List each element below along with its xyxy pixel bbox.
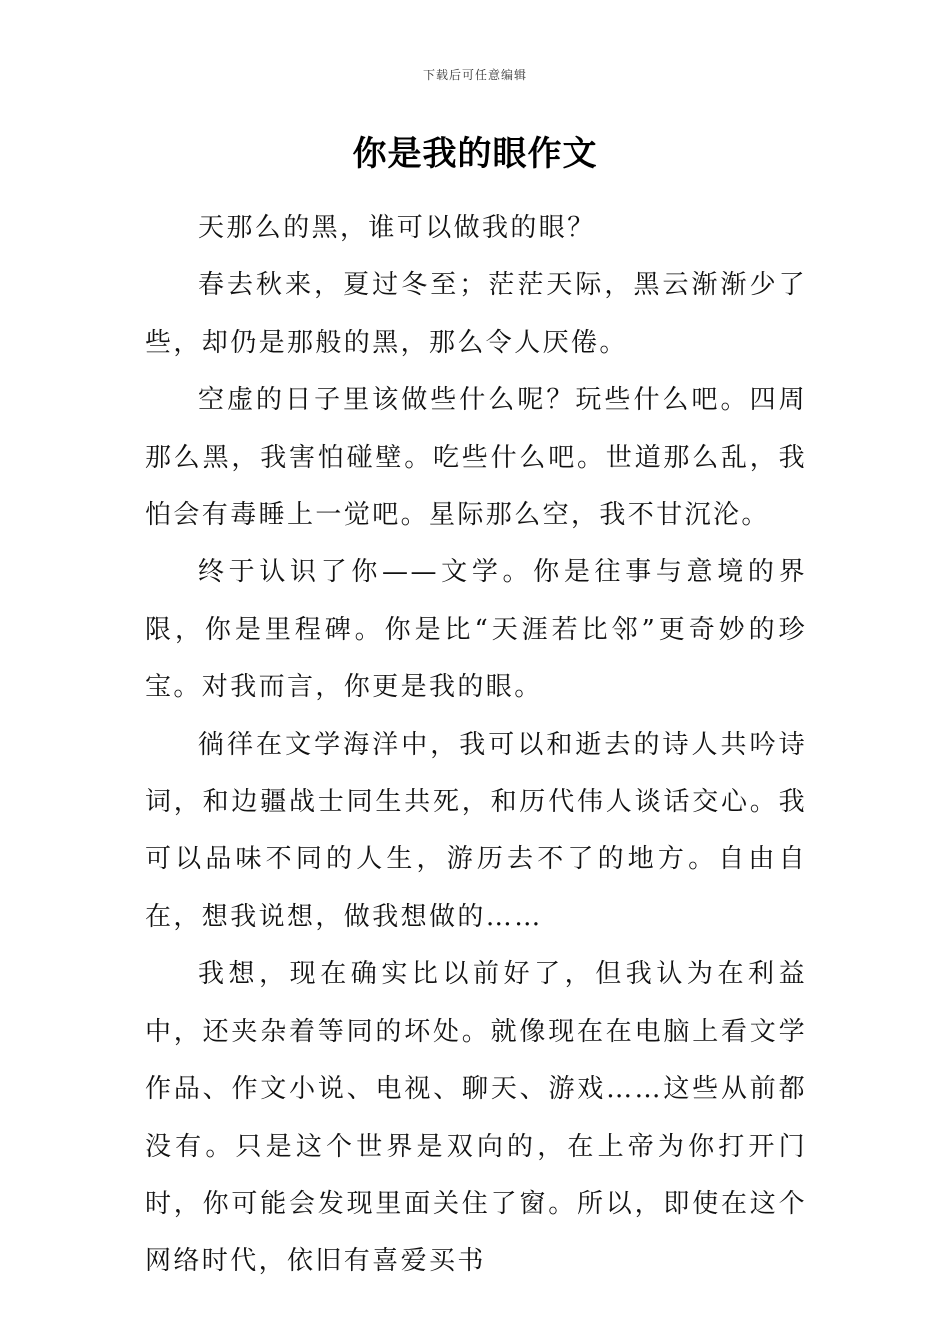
- paragraph-4: 终于认识了你——文学。你是往事与意境的界限，你是里程碑。你是比“天涯若比邻”更奇妙的珍宝。对我而言，你更是我的眼。: [145, 557, 807, 703]
- header-note: 下载后可任意编辑: [422, 68, 527, 82]
- article-body: [145, 200, 807, 1291]
- paragraph-1: 天那么的黑，谁可以做我的眼？: [198, 213, 596, 243]
- page-title: 你是我的眼作文: [352, 134, 598, 174]
- paragraph-6: 我想，现在确实比以前好了，但我认为在利益中，还夹杂着等同的坏处。就像现在在电脑上看文学作品、作文小说、电视、聊天、游戏……这些从前都没有。只是这个世界是双向的，在上帝为你打开门时，你可能会发现里面关住了窗。所以，即使在这个网络时代，依旧有喜爱买书: [145, 959, 807, 1277]
- paragraph-5: 徜徉在文学海洋中，我可以和逝去的诗人共吟诗词，和边疆战士同生共死，和历代伟人谈话交心。我可以品味不同的人生，游历去不了的地方。自由自在，想我说想，做我想做的……: [145, 729, 807, 932]
- paragraph-2: 春去秋来，夏过冬至；茫茫天际，黑云渐渐少了些，却仍是那般的黑，那么令人厌倦。: [145, 270, 807, 358]
- paragraph-3: 空虚的日子里该做些什么呢？玩些什么吧。四周那么黑，我害怕碰壁。吃些什么吧。世道那么乱，我怕会有毒睡上一觉吧。星际那么空，我不甘沉沦。: [145, 385, 807, 531]
